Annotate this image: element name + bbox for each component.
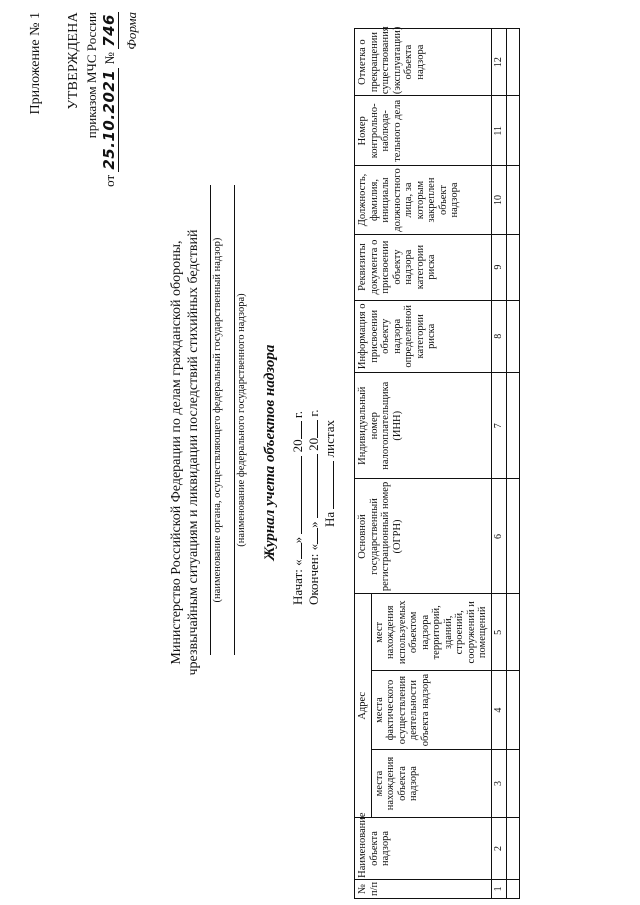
start-date-line [290,411,306,605]
sheets-line [322,420,338,527]
supervision-caption: (наименование федерального государственного надзора) [236,293,247,547]
col-number: 2 [491,818,506,880]
start-close-quote: » [290,536,305,544]
header-ogrn: Основной государственный регистрационный номер (ОГРН) [355,479,492,594]
col-number: 9 [491,234,506,300]
order-date-handwritten: 25.10.2021 [100,69,118,170]
appendix-label: Приложение № 1 [28,12,43,115]
order-label: приказом МЧС России [84,12,99,139]
table-cell[interactable] [506,879,519,898]
ministry-line-2: чрезвычайным ситуациям и ликвидации последствий стихийных бедствий [186,229,201,676]
start-year-prefix: 20 [290,439,305,453]
col-number: 8 [491,300,506,372]
table-cell[interactable] [506,818,519,880]
objects-table [354,28,520,899]
end-day-blank [306,528,318,544]
start-label: Начат: « [290,559,305,605]
approved-label: УТВЕРЖДЕНА [66,12,81,110]
order-date-line [100,12,119,187]
end-date-line [306,409,322,605]
subheader-places: мест нахождения используемых объектом надзора территорий, зданий, строений, сооружений и помещений [371,594,491,671]
col-number: 11 [491,96,506,166]
order-number-label: № [102,52,117,65]
organ-signature-line [210,185,211,655]
start-month-blank [290,456,302,534]
col-number: 1 [491,879,506,898]
sheets-count-blank [322,461,334,509]
header-num: № п/п [355,879,492,898]
header-address: Адрес [355,594,372,818]
col-number: 4 [491,671,506,750]
table-number-row [491,29,506,899]
end-year-suffix: г. [306,409,321,417]
sheets-suffix: листах [322,420,337,458]
table-cell[interactable] [506,166,519,234]
start-year-suffix: г. [290,410,305,419]
order-from-label: от [102,174,117,187]
form-label: Форма [124,12,139,50]
journal-title: Журнал учета объектов надзора [262,344,278,561]
start-year-blank [290,421,302,439]
header-inn: Индивидуальный номер налогоплательщика (ИНН) [355,373,492,479]
start-day-blank [290,543,302,559]
col-number: 10 [491,166,506,234]
col-number: 5 [491,594,506,671]
header-risk-info: Информация о присвоении объекту надзора определенной категории риска [355,300,492,372]
col-number: 12 [491,29,506,96]
table-cell[interactable] [506,479,519,594]
supervision-signature-line [234,185,235,655]
header-risk-doc: Реквизиты документа о присвоении объекту надзора категории риска [355,234,492,300]
table-cell[interactable] [506,300,519,372]
header-termination-mark: Отметка о прекращении существования (эксплуатации) объекта надзора [355,29,492,96]
table-cell[interactable] [506,29,519,96]
table-row [506,29,519,899]
table-cell[interactable] [506,96,519,166]
table-cell[interactable] [506,749,519,817]
table-cell[interactable] [506,671,519,750]
header-case-number: Номер контрольно-наблюда-тельного дела [355,96,492,166]
subheader-location: места нахождения объекта надзора [371,749,491,817]
ministry-line-1: Министерство Российской Федерации по делам гражданской обороны, [169,240,184,665]
end-year-prefix: 20 [306,437,321,451]
sheets-prefix: На [322,511,337,527]
table-header-row [355,29,372,899]
order-number-handwritten: 746 [100,14,118,47]
col-number: 7 [491,373,506,479]
ministry-heading [168,0,202,905]
table-cell[interactable] [506,373,519,479]
end-year-blank [306,420,318,438]
end-label: Окончен: « [306,543,321,605]
col-number: 3 [491,749,506,817]
header-name: Наименование объекта надзора [355,818,492,880]
organ-caption: (наименование органа, осуществляющего федеральный государственный надзор) [212,237,223,603]
end-month-blank [306,454,318,518]
table-cell[interactable] [506,594,519,671]
subheader-activity: места фактического осуществления деятельности объекта надзора [371,671,491,750]
col-number: 6 [491,479,506,594]
table-cell[interactable] [506,234,519,300]
end-close-quote: » [306,521,321,528]
header-official: Должность, фамилия, инициалы должностного лица, за которым закреплен объект надзора [355,166,492,234]
